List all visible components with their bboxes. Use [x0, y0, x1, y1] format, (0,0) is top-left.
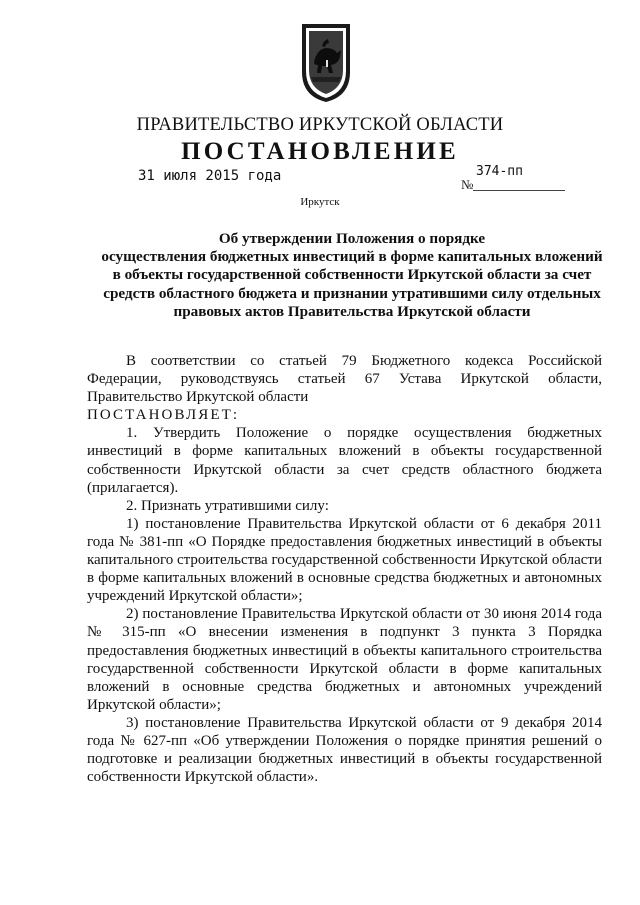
subitem-2-paragraph: 2) постановление Правительства Иркутской области от 30 июня 2014 года № 315-пп «О внесении изменения в подпункт 3 пункта 3 Порядка предоставления бюджетных инвестиций в объекты капитального строительства государственной собственности Иркутской области в форме капитальных вложений в основные средства бюджетных и автономных учреждений Иркутской области»; [87, 606, 602, 713]
title-line: средств областного бюджета и признании утратившими силу отдельных [103, 284, 601, 302]
document-body [87, 352, 602, 786]
document-number: 374-пп [476, 164, 523, 179]
title-line: Об утверждении Положения о порядке [218, 230, 486, 247]
number-underline [473, 190, 565, 191]
document-type: ПОСТАНОВЛЕНИЕ [181, 138, 459, 165]
item-1-paragraph: 1. Утвердить Положение о порядке осуществления бюджетных инвестиций в форме капитальных вложений в объекты государственной собственности Иркутской области за счет средств областного бюджета (прилагается). [87, 425, 602, 496]
preamble-paragraph: В соответствии со статьей 79 Бюджетного кодекса Российской Федерации, руководствуясь статьей 67 Устава Иркутской области, Правительство Иркутской области [87, 353, 602, 406]
subitem-1-paragraph: 1) постановление Правительства Иркутской области от 6 декабря 2011 года № 381-пп «О Порядке предоставления бюджетных инвестиций в объекты капитального строительства государственной собственности Иркутской области в форме капитальных вложений в основные средства бюджетных и автономных учреждений Иркутской области»; [87, 515, 602, 605]
title-line: правовых актов Правительства Иркутской области [173, 302, 531, 320]
coat-of-arms-icon [300, 22, 352, 104]
subitem-3-paragraph: 3) постановление Правительства Иркутской области от 9 декабря 2014 года № 627-пп «Об утверждении Положения о порядке принятия решений о подготовке и реализации бюджетных инвестиций в объекты государственной собственности Иркутской области». [87, 714, 602, 786]
document-title [92, 230, 612, 321]
decree-word: ПОСТАНОВЛЯЕТ: [87, 407, 240, 424]
number-sign: № [461, 177, 474, 192]
title-line: в объекты государственной собственности Иркутской области за счет [112, 266, 592, 284]
title-line: осуществления бюджетных инвестиций в форме капитальных вложений [101, 248, 603, 266]
city-name: Иркутск [300, 196, 340, 208]
item-2-paragraph: 2. Признать утратившими силу: [126, 497, 329, 514]
government-name: ПРАВИТЕЛЬСТВО ИРКУТСКОЙ ОБЛАСТИ [136, 115, 504, 135]
document-date: 31 июля 2015 года [138, 168, 282, 184]
